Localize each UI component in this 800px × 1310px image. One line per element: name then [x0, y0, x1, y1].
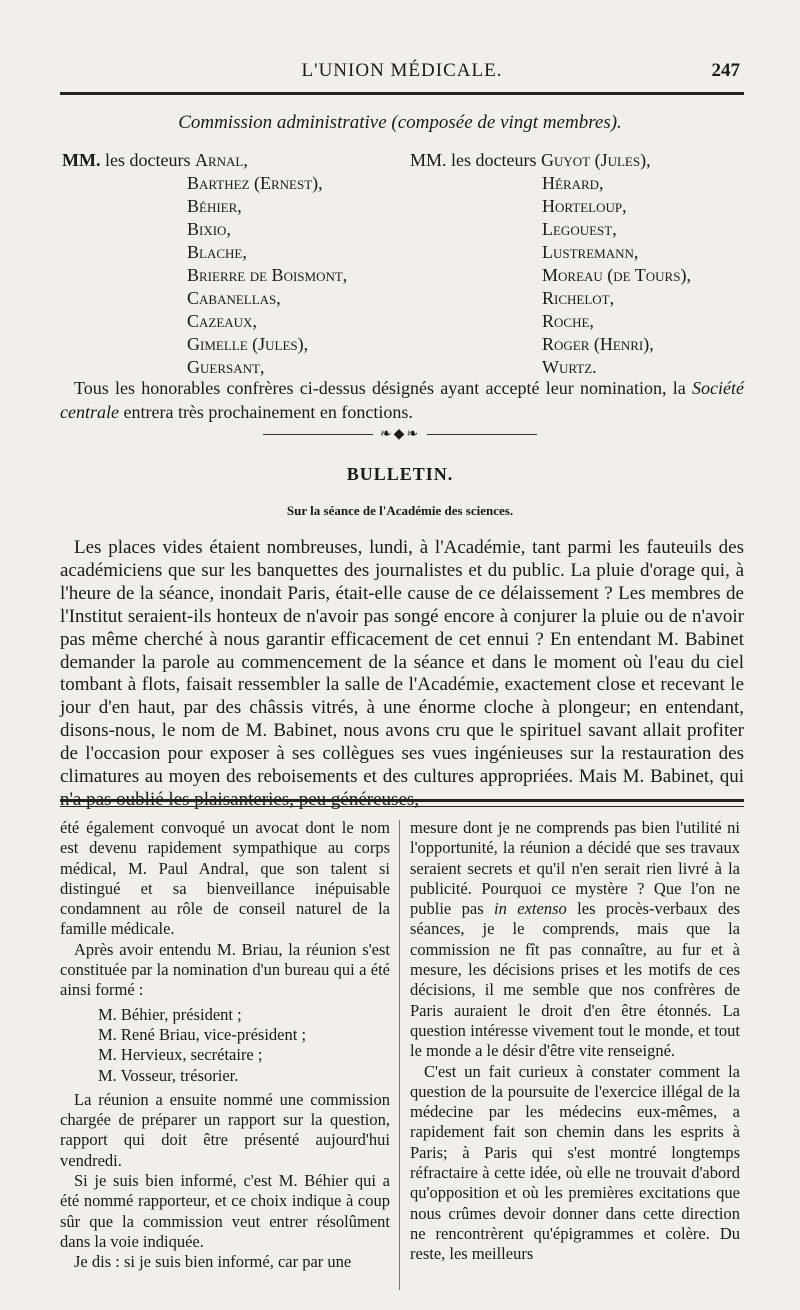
bulletin-paragraph: Les places vides étaient nombreuses, lundi, à l'Académie, tant parmi les fauteuils des académiciens que sur les banquettes des journalistes et du public. La pluie d'orage qui, à l'heure de la séance, inondait Paris, était-elle cause de ce délaissement ? Les membres de l'Institut seraient-ils honteux de n'avoir pas songé encore à conjurer la pluie ou de n'avoir pas même cherché à nous garantir efficacement de cet ennui ? En entendant M. Babinet demander la parole au commencement de la séance et dans le moment où l'eau du ciel tombant à flots, faisait ressembler la salle de l'Académie, exactement close et recevant le jour d'en haut, par des châssis vitrés, à une énorme cloche à plongeur; en entendant, disons-nous, le nom de M. Babinet, nous avons cru que le spirituel savant allait profiter de l'occasion pour exposer à ses collègues ses vues ingénieuses sur la restauration des climatures au moyen des reboisements et des cultures appropriées. Mais M. Babinet, qui n'a pas oublié les plaisanteries, peu généreuses, [60, 537, 744, 810]
ornament-line-left [263, 434, 373, 435]
members-list-left [62, 148, 402, 379]
member-name: Roger (Henri), [542, 334, 654, 354]
paragraph: La réunion a ensuite nommé une commission chargée de préparer un rapport sur la question, rapport qui doit être présenté aujourd'hui vendredi. [60, 1089, 390, 1170]
member-name: Richelot, [542, 288, 615, 308]
bulletin-heading: BULLETIN. [346, 464, 454, 484]
right-column [410, 818, 740, 1265]
column-separator [399, 820, 400, 1290]
paragraph: été également convoqué un avocat dont le nom est devenu rapidement sympathique au corps médical, M. Paul Andral, que son talent si distingué et sa bienveillance inépuisable condamnent au rôle de conseil naturel de la famille médicale. [60, 818, 390, 939]
journal-title: L'UNION MÉDICALE. [301, 60, 503, 81]
member-name: Guyot (Jules), [541, 150, 651, 170]
section-ornament [0, 426, 800, 442]
member-name: Moreau (de Tours), [542, 265, 691, 285]
officer-item: M. Vosseur, trésorier. [98, 1065, 239, 1085]
member-name: Lustremann, [542, 242, 639, 262]
member-name: Gimelle (Jules), [187, 334, 309, 354]
paragraph: Je dis : si je suis bien informé, car par une [74, 1252, 352, 1272]
member-name: Barthez (Ernest), [187, 173, 323, 193]
member-name: Cazeaux, [187, 311, 257, 331]
notice-text-after: entrera très prochainement en fonctions. [123, 402, 413, 422]
officer-item: M. Béhier, président ; [98, 1004, 242, 1024]
members-lead-text: les docteurs [451, 150, 537, 170]
officers-list [60, 1005, 390, 1086]
members-lead [62, 148, 402, 172]
ornament-line-right [427, 434, 537, 435]
column-divider-rule [60, 799, 744, 807]
member-name: Horteloup, [542, 196, 627, 216]
header-rule [60, 92, 744, 95]
notice-text-before: Tous les honorables confrères ci-dessus désignés ayant accepté leur nomination, la [74, 378, 686, 398]
members-lead-prefix: MM. [62, 150, 101, 170]
member-name: Legouest, [542, 219, 617, 239]
text-run: mesure dont je ne comprends pas bien l'utilité ni l'opportunité, la réunion a décidé que ses travaux seraient secrets et qu'il n'en serait rien livré à la publicité. Pourquoi ce mystère ? Que l'on ne publie pas [410, 818, 740, 919]
member-name: Blache, [187, 242, 247, 262]
member-name: Béhier, [187, 196, 242, 216]
ornament-glyph: ❧◆❧ [379, 426, 421, 442]
paragraph: Après avoir entendu M. Briau, la réunion s'est constituée par la nomination d'un bureau qui a été ainsi formé : [60, 939, 390, 1000]
left-column [60, 818, 390, 1273]
member-name: Roche, [542, 311, 594, 331]
text-run: les procès-verbaux des séances, je le comprends, mais que la commission ne fît pas connaître, au fur et à mesure, les décisions prises et les motifs de ces décisions, il me semble que nos confrères de Paris auraient le droit d'en être étonnés. La question intéresse vivement tout le monde, et tout le monde a le désir d'être vite renseigné. [410, 899, 740, 1061]
members-lead [410, 148, 740, 172]
paragraph: Si je suis bien informé, c'est M. Béhier qui a été nommé rapporteur, et ce choix indique à coup sûr que la commission veut entrer résolûment dans la voie indiquée. [60, 1171, 390, 1251]
members-lead-prefix: MM. [410, 150, 447, 170]
member-name: Arnal, [194, 150, 248, 170]
member-name: Hérard, [542, 173, 604, 193]
members-list-right [410, 148, 740, 379]
running-header [62, 58, 742, 86]
commission-title: Commission administrative (composée de vingt membres). [178, 112, 622, 133]
member-name: Brierre de Boismont, [187, 265, 348, 285]
notice-society-name: Société centrale [60, 378, 745, 422]
page-number: 247 [711, 60, 740, 81]
officer-item: M. Hervieux, secrétaire ; [98, 1045, 263, 1065]
paragraph: C'est un fait curieux à constater comment la question de la poursuite de l'exercice illégal de la médecine par les médecins eux-mêmes, a rapidement fait son chemin dans les esprits à Paris; à Paris qui s'est montré longtemps réfractaire à cette idée, où elle ne trouvait d'abord qu'opposition et où les premières excitations que nous crûmes devoir donner dans cette direction ne rencontrèrent qu'épigrammes et colère. Du reste, les meilleurs [410, 1061, 740, 1264]
officer-item: M. René Briau, vice-président ; [98, 1024, 307, 1044]
paragraph [410, 818, 740, 1062]
member-name: Bixio, [187, 219, 231, 239]
members-lead-text: les docteurs [104, 150, 191, 170]
member-name: Guersant, [187, 357, 265, 377]
latin-phrase: in extenso [494, 899, 567, 919]
bulletin-subheading: Sur la séance de l'Académie des sciences. [286, 503, 514, 518]
member-name: Wurtz. [542, 357, 597, 377]
nomination-notice [60, 376, 744, 424]
member-name: Cabanellas, [187, 288, 281, 308]
